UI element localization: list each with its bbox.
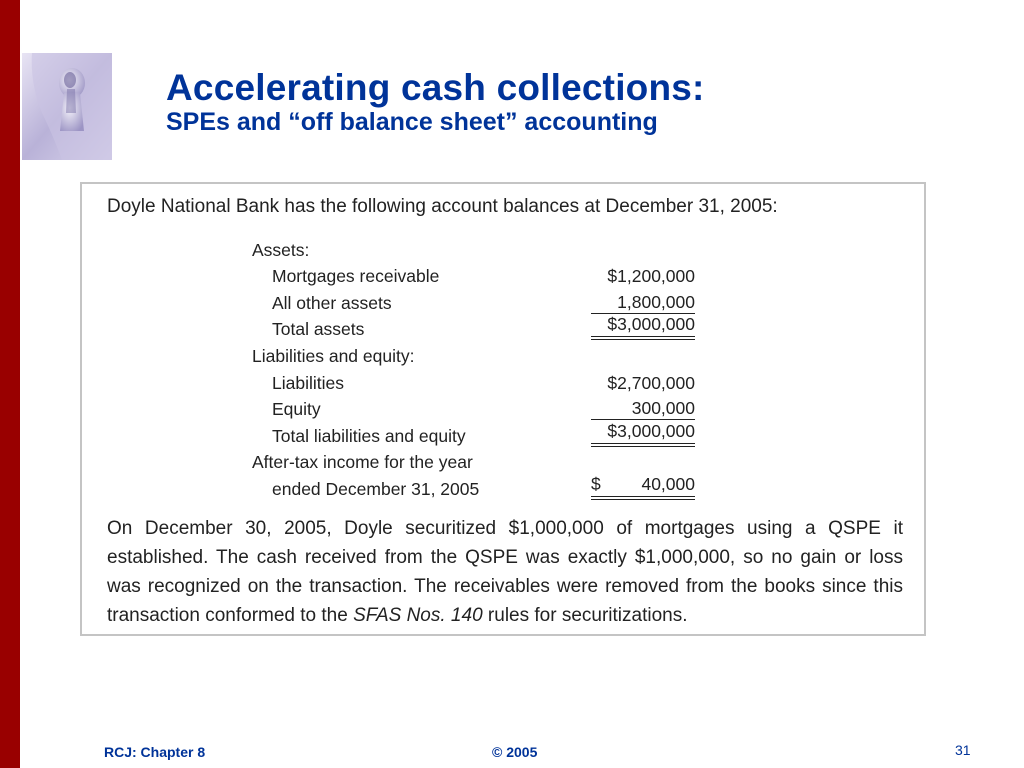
intro-text: Doyle National Bank has the following account balances at December 31, 2005: xyxy=(107,196,778,217)
row-amount xyxy=(585,340,695,367)
row-label: Liabilities xyxy=(272,372,344,393)
table-row xyxy=(252,340,695,367)
table-row xyxy=(252,447,695,474)
dollar-sign: $ xyxy=(591,473,601,494)
securitization-paragraph: On December 30, 2005, Doyle securitized $1,000,000 of mortgages using a QSPE it established. The cash received from the QSPE was exactly $1,000,000, so no gain or loss was recognized on the transaction. The receivables were removed from the books since this transaction conformed to the SFAS Nos. 140 rules for securitizations. xyxy=(107,518,903,626)
row-label: Total liabilities and equity xyxy=(272,425,466,446)
row-amount xyxy=(585,447,695,474)
left-accent-bar xyxy=(0,0,20,768)
row-amount xyxy=(585,234,695,261)
row-amount: 1,800,000 xyxy=(585,287,695,314)
row-label: After-tax income for the year xyxy=(252,452,473,473)
table-row xyxy=(252,420,695,447)
example-content-box xyxy=(80,182,926,636)
row-label: All other assets xyxy=(272,292,392,313)
row-label: Equity xyxy=(272,399,321,420)
row-amount: $2,700,000 xyxy=(607,372,695,393)
sfas-reference: SFAS Nos. 140 xyxy=(353,605,483,626)
keyhole-logo-image xyxy=(22,53,112,160)
row-label: Total assets xyxy=(272,319,365,340)
keyhole-icon xyxy=(22,53,112,160)
row-amount: $3,000,000 xyxy=(585,314,695,341)
table-row xyxy=(252,234,695,261)
title-block xyxy=(166,66,705,138)
page-number: 31 xyxy=(955,742,971,758)
row-label: Assets: xyxy=(252,239,310,260)
table-row xyxy=(252,314,695,341)
row-amount xyxy=(585,473,695,500)
table-row xyxy=(252,473,695,500)
table-row xyxy=(252,261,695,288)
table-row xyxy=(252,287,695,314)
slide-title: Accelerating cash collections: xyxy=(166,67,705,108)
row-label: Liabilities and equity: xyxy=(252,345,415,366)
table-row xyxy=(252,367,695,394)
footer-chapter: RCJ: Chapter 8 xyxy=(104,744,206,760)
account-balances-table xyxy=(252,234,695,500)
row-amount: $3,000,000 xyxy=(585,420,695,447)
row-label: Mortgages receivable xyxy=(272,266,440,287)
amount-value: 40,000 xyxy=(641,473,695,494)
table-row xyxy=(252,394,695,421)
footer-copyright: © 2005 xyxy=(492,744,538,760)
row-label: ended December 31, 2005 xyxy=(272,478,480,499)
slide-subtitle: SPEs and “off balance sheet” accounting xyxy=(166,108,658,136)
row-amount: 300,000 xyxy=(585,394,695,421)
row-amount: $1,200,000 xyxy=(607,266,695,287)
